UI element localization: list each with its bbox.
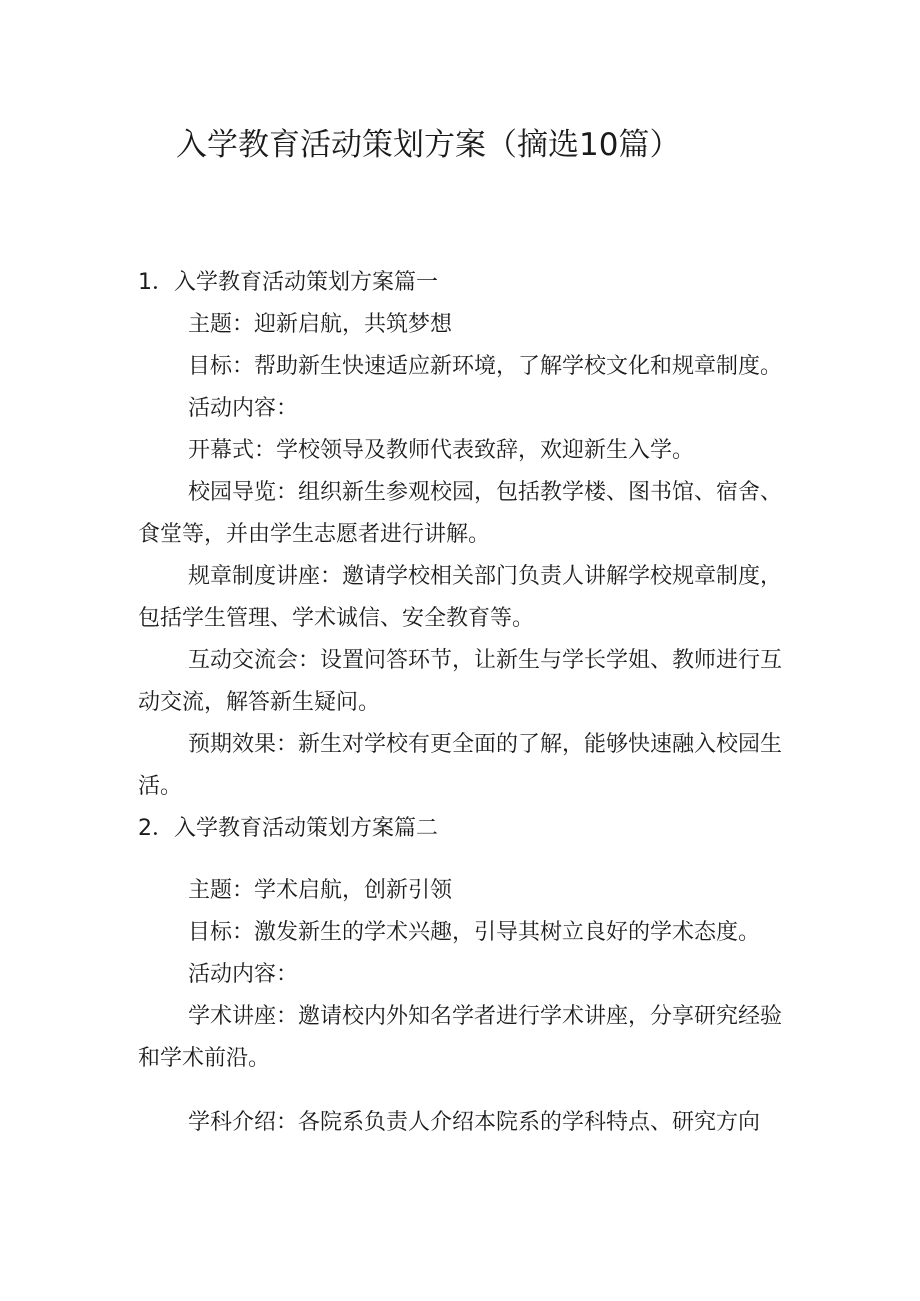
section-2-content-label: 活动内容： (188, 962, 299, 987)
section-2-heading: 2．入学教育活动策划方案篇二 (138, 816, 438, 841)
section-1-tour: 校园导览：组织新生参观校园，包括教学楼、图书馆、宿舍、食堂等，并由学生志愿者进行讲解。 (138, 480, 783, 547)
section-1-heading: 1．入学教育活动策划方案篇一 (138, 270, 438, 295)
section-1-interaction: 互动交流会：设置问答环节，让新生与学长学姐、教师进行互动交流，解答新生疑问。 (138, 648, 783, 715)
section-2-goal: 目标：激发新生的学术兴趣，引导其树立良好的学术态度。 (188, 920, 761, 945)
section-2-discipline-intro: 学科介绍：各院系负责人介绍本院系的学科特点、研究方向 (188, 1110, 761, 1135)
section-1-goal: 目标：帮助新生快速适应新环境，了解学校文化和规章制度。 (188, 354, 783, 379)
document-body (138, 262, 788, 1144)
section-1-effect: 预期效果：新生对学校有更全面的了解，能够快速融入校园生活。 (138, 732, 783, 799)
section-2-theme: 主题：学术启航，创新引领 (188, 878, 453, 903)
section-2-academic-lecture: 学术讲座：邀请校内外知名学者进行学术讲座，分享研究经验和学术前沿。 (138, 1004, 783, 1071)
section-1-opening: 开幕式：学校领导及教师代表致辞，欢迎新生入学。 (188, 438, 695, 463)
document-title: 入学教育活动策划方案（摘选10篇） (176, 127, 681, 163)
section-1-theme: 主题：迎新启航，共筑梦想 (188, 312, 453, 337)
section-1-rules-lecture: 规章制度讲座：邀请学校相关部门负责人讲解学校规章制度，包括学生管理、学术诚信、安全教育等。 (138, 564, 783, 631)
section-1-content-label: 活动内容： (188, 396, 299, 421)
